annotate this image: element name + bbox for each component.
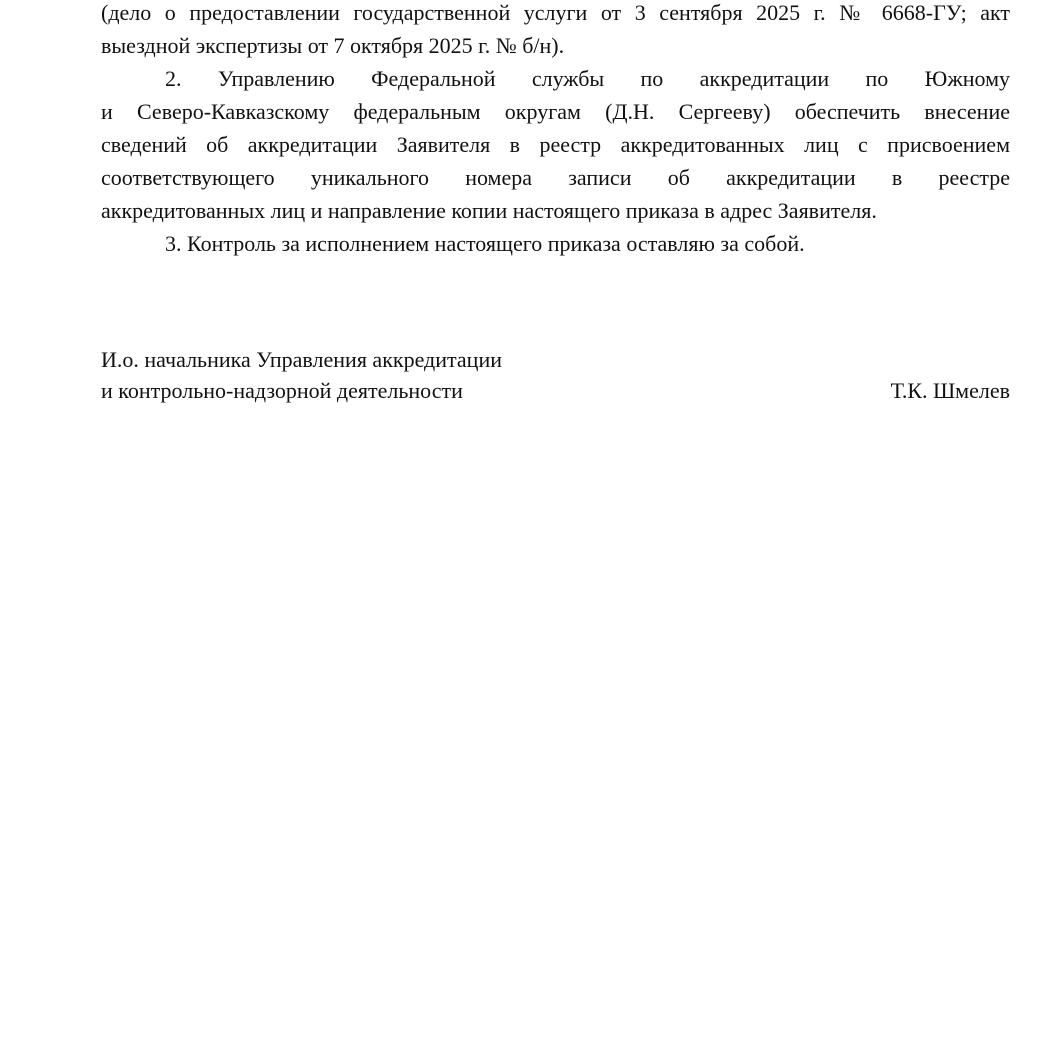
paragraph-2-line-1: 2. Управлению Федеральной службы по аккредитации по Южному: [165, 66, 1010, 91]
paragraph-1-line-2: выездной экспертизы от 7 октября 2025 г. № б/н).: [101, 33, 565, 58]
signer-name: Т.К. Шмелев: [890, 378, 1010, 403]
signature-row-1: [101, 344, 1010, 375]
paragraph-3: 3. Контроль за исполнением настоящего приказа оставляю за собой.: [165, 231, 805, 256]
paragraph-2-line-2: и Северо-Кавказскому федеральным округам (Д.Н. Сергееву) обеспечить внесение: [101, 99, 1010, 124]
paragraph-2-line-5: аккредитованных лиц и направление копии настоящего приказа в адрес Заявителя.: [101, 198, 877, 223]
signer-position-line-1: И.о. начальника Управления аккредитации: [101, 347, 502, 372]
paragraph-1-line-1: (дело о предоставлении государственной услуги от 3 сентября 2025 г. № 6668-ГУ; акт: [101, 0, 1010, 25]
signer-position-line-2: и контрольно-надзорной деятельности: [101, 378, 463, 403]
paragraph-2-line-4: соответствующего уникального номера записи об аккредитации в реестре: [101, 165, 1010, 190]
paragraph-2-line-3: сведений об аккредитации Заявителя в реестр аккредитованных лиц с присвоением: [101, 132, 1010, 157]
signature-row-2: [101, 375, 1010, 406]
signature-block: [101, 344, 1010, 406]
document-body: [101, 0, 1010, 260]
